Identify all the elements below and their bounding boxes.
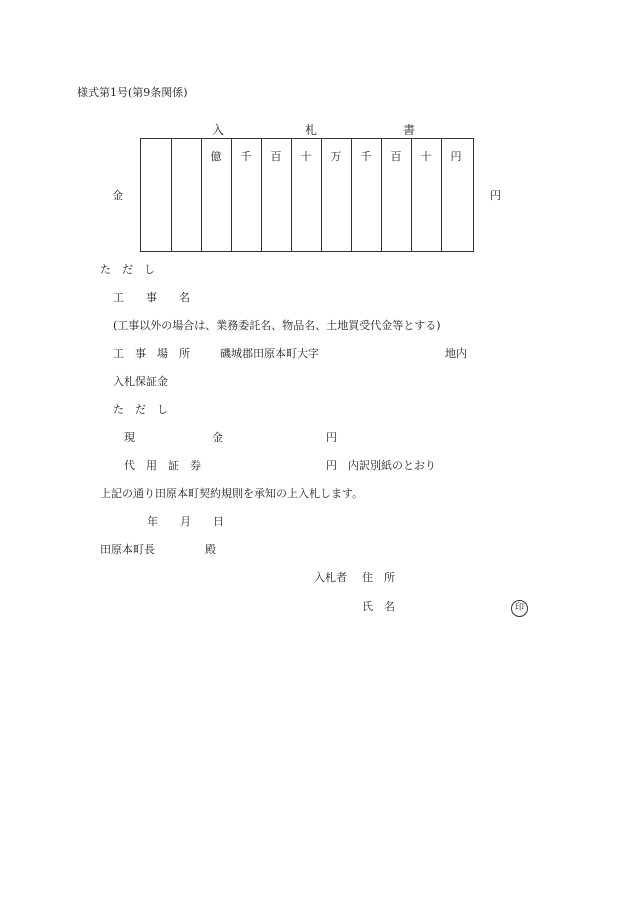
unit-juu-2: 十 [420,150,432,163]
cash-yen: 円 [326,431,337,444]
declaration: 上記の通り田原本町契約規則を承知の上入札します。 [100,487,364,500]
work-name-label: 工 事 名 [113,291,190,304]
unit-hyaku-1: 百 [270,150,282,163]
addressee: 田原本町長 [100,543,155,556]
seal-mark: 印 [511,600,528,617]
grid-divider [171,139,172,251]
unit-juu-1: 十 [300,150,312,163]
unit-man: 万 [330,150,342,163]
securities-note: 内訳別紙のとおり [348,459,436,472]
work-place-value: 磯城郡田原本町大字 [220,347,319,360]
name-label: 氏 名 [362,600,395,613]
work-note: (工事以外の場合は、業務委託名、物品名、土地買受代金等とする) [113,319,441,332]
tadashi-2: た だ し [113,403,168,416]
unit-sen-1: 千 [240,150,252,163]
deposit-label: 入札保証金 [113,375,168,388]
securities-label: 代 用 証 券 [124,459,201,472]
unit-hyaku-2: 百 [390,150,402,163]
unit-oku: 億 [210,150,222,163]
bidder-label: 入札者 [314,571,347,584]
work-place-suffix: 地内 [445,347,467,360]
title-char-1: 入 [212,123,225,137]
date-line: 年 月 日 [147,515,224,528]
honorific: 殿 [205,543,216,556]
form-number: 様式第1号(第9条関係) [77,86,188,99]
address-label: 住 所 [362,571,395,584]
amount-suffix: 円 [490,189,501,202]
title-char-2: 札 [305,123,318,137]
work-place-label: 工 事 場 所 [113,347,190,360]
title-char-3: 書 [403,123,416,137]
unit-sen-2: 千 [360,150,372,163]
cash-label: 現 金 [124,431,223,444]
unit-en: 円 [450,150,462,163]
amount-grid [140,138,474,252]
securities-yen: 円 [326,459,337,472]
tadashi-1: た だ し [100,263,155,276]
amount-prefix: 金 [112,189,123,202]
